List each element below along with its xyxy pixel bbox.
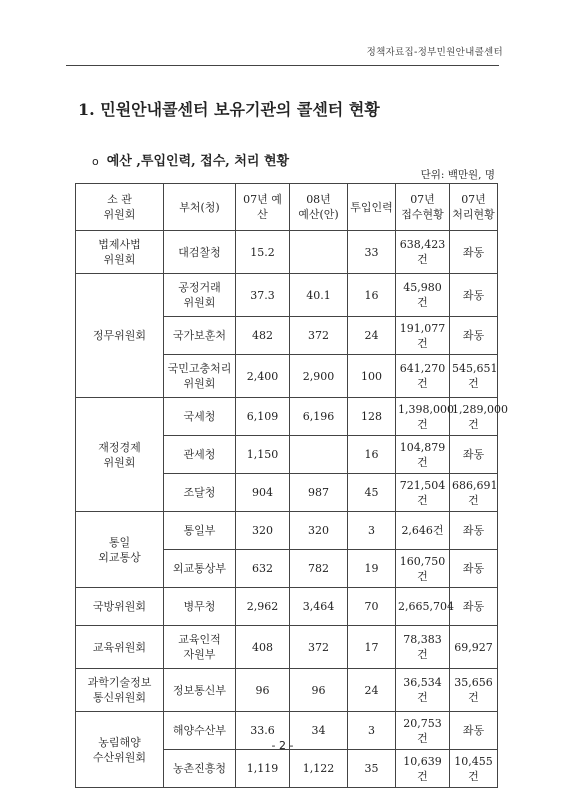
received-cell: 721,504건 [396,474,450,512]
budget07-cell: 2,400 [236,355,290,398]
committee-cell: 통일 외교통상 [76,512,164,588]
staff-cell: 24 [348,669,396,712]
budget07-cell: 632 [236,550,290,588]
budget07-cell: 1,150 [236,436,290,474]
agency-cell: 국민고충처리 위원회 [164,355,236,398]
header-agency: 부처(청) [164,184,236,231]
budget08-cell: 987 [290,474,348,512]
bullet-marker: o [92,155,99,168]
staff-cell: 3 [348,512,396,550]
staff-cell: 100 [348,355,396,398]
budget07-cell: 482 [236,317,290,355]
staff-cell: 19 [348,550,396,588]
header-budget-08: 08년 예산(안) [290,184,348,231]
committee-cell: 농림해양 수산위원회 [76,712,164,788]
budget08-cell: 40.1 [290,274,348,317]
budget08-cell: 782 [290,550,348,588]
budget08-cell: 34 [290,712,348,750]
header-staff: 투입인력 [348,184,396,231]
table-row [76,626,498,669]
table-header-row [76,184,498,231]
header-received-07: 07년 접수현황 [396,184,450,231]
agency-cell: 통일부 [164,512,236,550]
processed-cell: 좌동 [450,436,498,474]
processed-cell: 35,656건 [450,669,498,712]
budget08-cell: 2,900 [290,355,348,398]
staff-cell: 16 [348,274,396,317]
callcenter-status-table [75,183,508,788]
budget07-cell: 33.6 [236,712,290,750]
processed-cell: 좌동 [450,550,498,588]
section-title: 1. 민원안내콜센터 보유기관의 콜센터 현황 [78,100,380,119]
received-cell: 10,639건 [396,750,450,788]
staff-cell: 128 [348,398,396,436]
header-budget-07: 07년 예산 [236,184,290,231]
header-rule [66,65,499,66]
staff-cell: 17 [348,626,396,669]
budget08-cell [290,231,348,274]
staff-cell: 35 [348,750,396,788]
unit-note: 단위: 백만원, 명 [420,169,495,181]
budget07-cell: 2,962 [236,588,290,626]
agency-cell: 대검찰청 [164,231,236,274]
staff-cell: 16 [348,436,396,474]
table-row [76,398,498,436]
received-cell: 160,750건 [396,550,450,588]
table-row [76,274,498,317]
agency-cell: 공정거래 위원회 [164,274,236,317]
received-cell: 191,077건 [396,317,450,355]
committee-cell: 정무위원회 [76,274,164,398]
processed-cell: 545,651건 [450,355,498,398]
table-row [76,588,498,626]
agency-cell: 국가보훈처 [164,317,236,355]
committee-cell: 과학기술정보 통신위원회 [76,669,164,712]
committee-cell: 법제사법 위원회 [76,231,164,274]
processed-cell: 좌동 [450,274,498,317]
processed-cell: 1,289,000건 [450,398,498,436]
budget08-cell: 3,464 [290,588,348,626]
budget07-cell: 37.3 [236,274,290,317]
budget08-cell: 96 [290,669,348,712]
budget07-cell: 6,109 [236,398,290,436]
processed-cell: 좌동 [450,588,498,626]
subsection-title: 예산 ,투입인력, 접수, 처리 현황 [106,154,290,169]
table-row [76,669,498,712]
budget08-cell: 372 [290,626,348,669]
processed-cell: 좌동 [450,512,498,550]
agency-cell: 해양수산부 [164,712,236,750]
received-cell: 1,398,000건 [396,398,450,436]
budget07-cell: 96 [236,669,290,712]
committee-cell: 국방위원회 [76,588,164,626]
processed-cell: 69,927 [450,626,498,669]
agency-cell: 정보통신부 [164,669,236,712]
processed-cell: 10,455건 [450,750,498,788]
received-cell: 104,879건 [396,436,450,474]
budget07-cell: 320 [236,512,290,550]
staff-cell: 70 [348,588,396,626]
processed-cell: 좌동 [450,231,498,274]
agency-cell: 농촌진흥청 [164,750,236,788]
budget07-cell: 1,119 [236,750,290,788]
budget08-cell: 320 [290,512,348,550]
received-cell: 78,383건 [396,626,450,669]
running-header: 정책자료집-정부민원안내콜센터 [366,47,503,58]
page-number: - 2 - [271,739,294,752]
budget08-cell: 372 [290,317,348,355]
agency-cell: 관세청 [164,436,236,474]
received-cell: 2,665,704 [396,588,450,626]
staff-cell: 33 [348,231,396,274]
header-committee: 소 관 위원회 [76,184,164,231]
budget07-cell: 408 [236,626,290,669]
received-cell: 45,980건 [396,274,450,317]
agency-cell: 교육인적 자원부 [164,626,236,669]
budget07-cell: 15.2 [236,231,290,274]
processed-cell: 좌동 [450,712,498,750]
staff-cell: 3 [348,712,396,750]
budget07-cell: 904 [236,474,290,512]
received-cell: 638,423건 [396,231,450,274]
staff-cell: 45 [348,474,396,512]
agency-cell: 조달청 [164,474,236,512]
agency-cell: 외교통상부 [164,550,236,588]
staff-cell: 24 [348,317,396,355]
received-cell: 2,646건 [396,512,450,550]
agency-cell: 국세청 [164,398,236,436]
table-row [76,512,498,550]
budget08-cell: 6,196 [290,398,348,436]
received-cell: 641,270건 [396,355,450,398]
budget08-cell: 1,122 [290,750,348,788]
table-row [76,231,498,274]
subsection-heading [92,150,289,169]
processed-cell: 좌동 [450,317,498,355]
received-cell: 20,753건 [396,712,450,750]
budget08-cell [290,436,348,474]
header-processed-07: 07년 처리현황 [450,184,498,231]
processed-cell: 686,691건 [450,474,498,512]
agency-cell: 병무청 [164,588,236,626]
committee-cell: 교육위원회 [76,626,164,669]
received-cell: 36,534건 [396,669,450,712]
committee-cell: 재정경제 위원회 [76,398,164,512]
